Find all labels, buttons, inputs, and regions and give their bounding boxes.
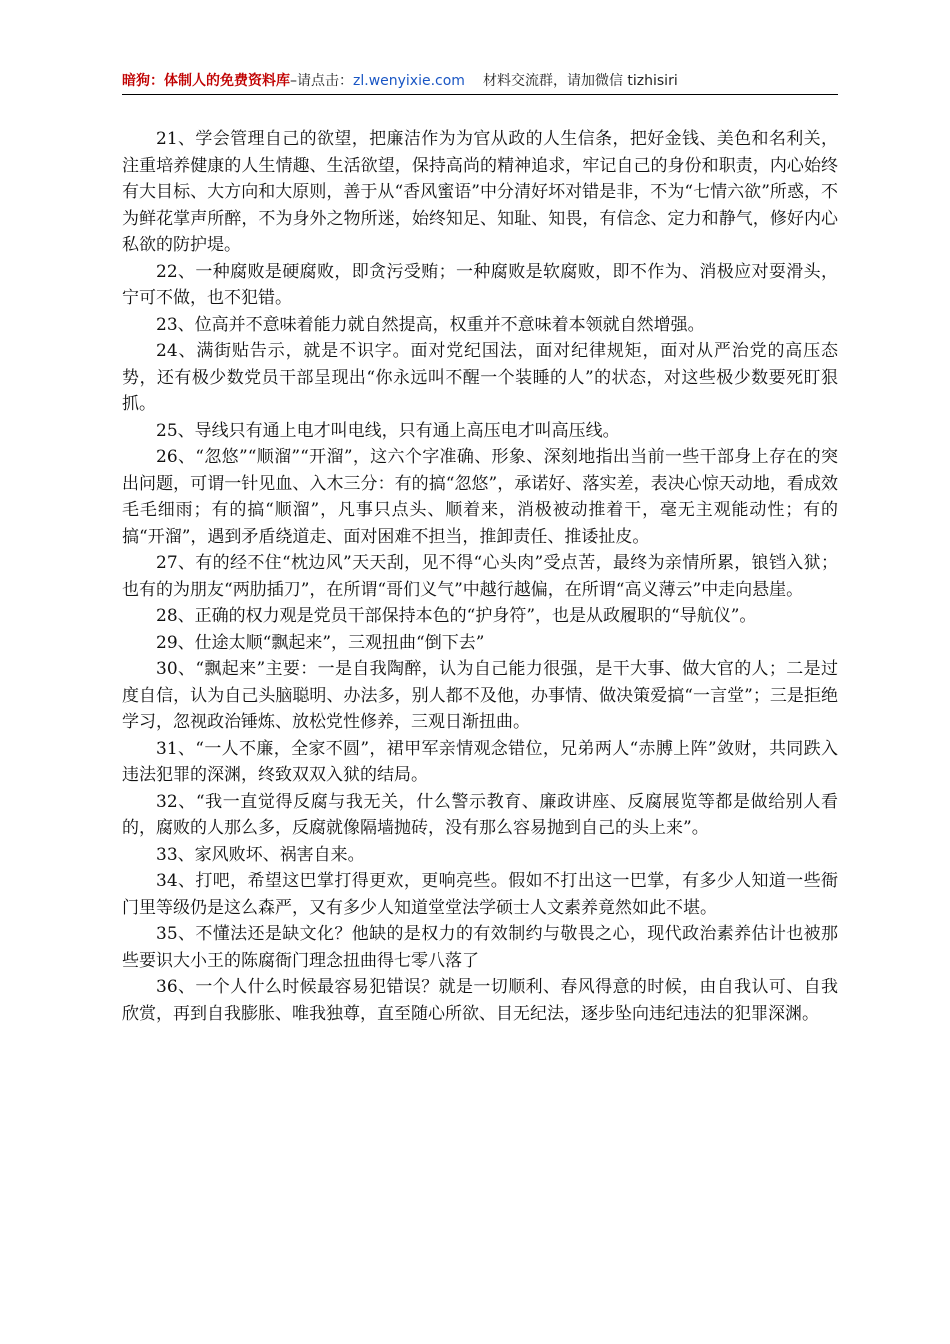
click-prompt: –请点击： xyxy=(290,73,353,89)
paragraph-27: 27、有的经不住“枕边风”天天刮，见不得“心头肉”受点苦，最终为亲情所累，锒铛入狱；也有的为朋友“两肋插刀”，在所谓“哥们义气”中越行越偏，在所谓“高义薄云”中走向悬崖。 xyxy=(122,553,838,600)
wechat-note: 材料交流群，请加微信 tizhisiri xyxy=(482,73,678,89)
document-body xyxy=(122,126,838,1027)
paragraph-35: 35、不懂法还是缺文化？他缺的是权力的有效制约与敬畏之心，现代政治素养估计也被那些要识大小王的陈腐衙门理念扭曲得七零八落了 xyxy=(122,924,838,971)
paragraph-34: 34、打吧，希望这巴掌打得更欢，更响亮些。假如不打出这一巴掌，有多少人知道一些衙门里等级仍是这么森严，又有多少人知道堂堂法学硕士人文素养竟然如此不堪。 xyxy=(122,871,838,918)
page-header xyxy=(122,70,838,92)
paragraph-31: 31、“一人不廉，全家不圆”，裙甲军亲情观念错位，兄弟两人“赤膊上阵”敛财，共同跌入违法犯罪的深渊，终致双双入狱的结局。 xyxy=(122,738,838,785)
paragraph-21: 21、学会管理自己的欲望，把廉洁作为为官从政的人生信条，把好金钱、美色和名利关，注重培养健康的人生情趣、生活欲望，保持高尚的精神追求，牢记自己的身份和职责，内心始终有大目标、大方向和大原则，善于从“香风蜜语”中分清好坏对错是非，不为“七情六欲”所惑，不为鲜花掌声所醉，不为身外之物所迷，始终知足、知耻、知畏，有信念、定力和静气，修好内心私欲的防护堤。 xyxy=(122,129,838,255)
paragraph-29: 29、仕途太顺“飘起来”，三观扭曲“倒下去” xyxy=(156,632,485,653)
paragraph-36: 36、一个人什么时候最容易犯错误？就是一切顺利、春风得意的时候，由自我认可、自我欣赏，再到自我膨胀、唯我独尊，直至随心所欲、目无纪法，逐步坠向违纪违法的犯罪深渊。 xyxy=(122,977,838,1024)
paragraph-24: 24、满街贴告示，就是不识字。面对党纪国法，面对纪律规矩，面对从严治党的高压态势，还有极少数党员干部呈现出“你永远叫不醒一个装睡的人”的状态，对这些极少数要死盯狠抓。 xyxy=(122,341,838,414)
header-divider xyxy=(122,94,838,95)
paragraph-33: 33、家风败坏、祸害自来。 xyxy=(156,844,365,865)
paragraph-23: 23、位高并不意味着能力就自然提高，权重并不意味着本领就自然增强。 xyxy=(156,314,705,335)
paragraph-22: 22、一种腐败是硬腐败，即贪污受贿；一种腐败是软腐败，即不作为、消极应对耍滑头，宁可不做，也不犯错。 xyxy=(122,261,838,308)
site-name: 暗狗：体制人的免费资料库 xyxy=(122,73,290,89)
paragraph-30: 30、“飘起来”主要：一是自我陶醉，认为自己能力很强，是干大事、做大官的人；二是过度自信，认为自己头脑聪明、办法多，别人都不及他，办事情、做决策爱搞“一言堂”；三是拒绝学习，忽视政治锤炼、放松党性修养，三观日渐扭曲。 xyxy=(122,659,838,732)
paragraph-32: 32、“我一直觉得反腐与我无关，什么警示教育、廉政讲座、反腐展览等都是做给别人看的，腐败的人那么多，反腐就像隔墙抛砖，没有那么容易抛到自己的头上来”。 xyxy=(122,791,838,838)
site-url-link[interactable]: zl.wenyixie.com xyxy=(353,73,465,89)
paragraph-28: 28、正确的权力观是党员干部保持本色的“护身符”，也是从政履职的“导航仪”。 xyxy=(156,606,757,626)
paragraph-25: 25、导线只有通上电才叫电线，只有通上高压电才叫高压线。 xyxy=(156,420,620,441)
paragraph-26: 26、“忽悠”“顺溜”“开溜”，这六个字准确、形象、深刻地指出当前一些干部身上存在的突出问题，可谓一针见血、入木三分：有的搞“忽悠”，承诺好、落实差，表决心惊天动地，看成效毛毛细雨；有的搞“顺溜”，凡事只点头、顺着来，消极被动推着干，毫无主观能动性；有的搞“开溜”，遇到矛盾绕道走、面对困难不担当，推卸责任、推诿扯皮。 xyxy=(122,447,838,547)
